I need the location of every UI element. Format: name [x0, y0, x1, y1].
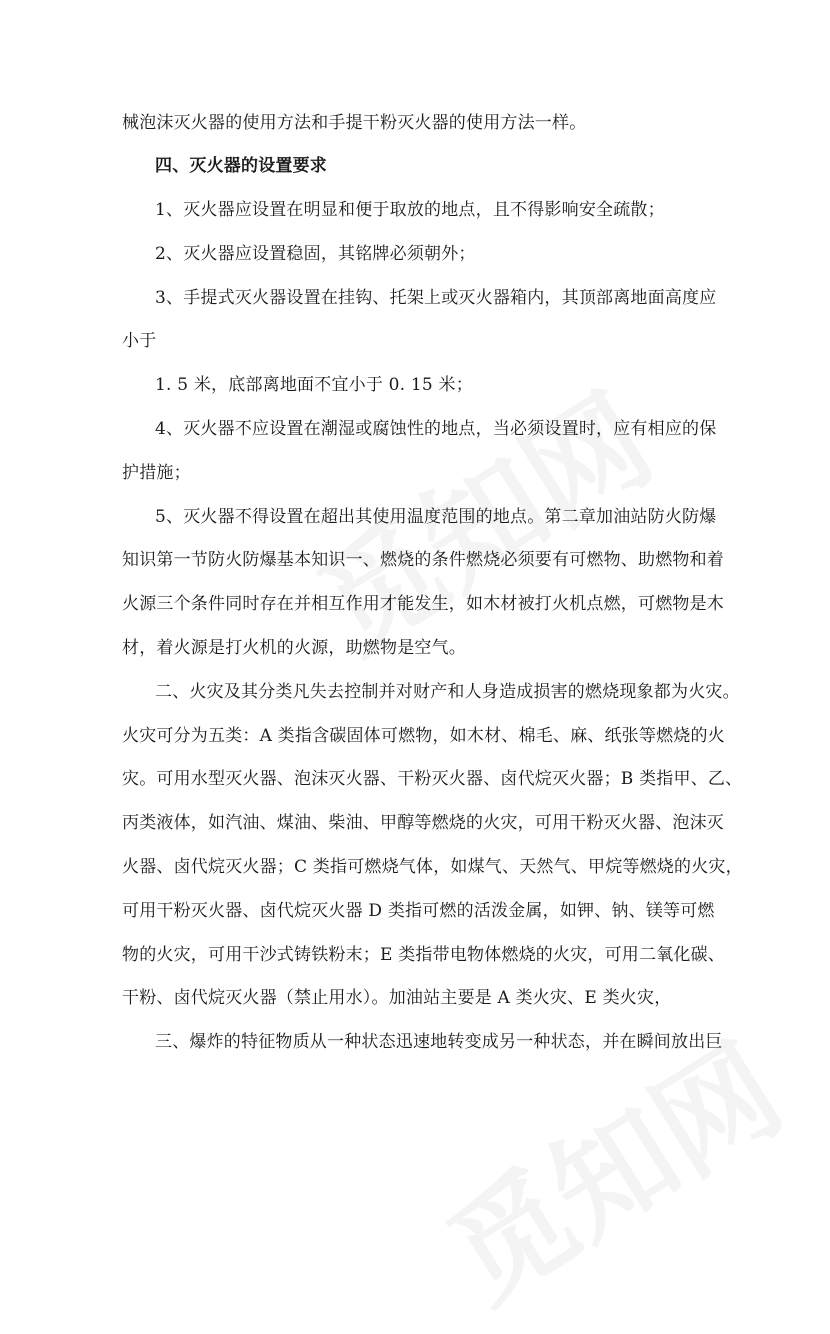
text-line: 可用干粉灭火器、卤代烷灭火器 D 类指可燃的活泼金属，如钾、钠、镁等可燃 [122, 901, 715, 921]
list-item: 2、灭火器应设置稳固，其铭牌必须朝外； [155, 244, 476, 264]
paragraph-start: 二、火灾及其分类凡失去控制并对财产和人身造成损害的燃烧现象都为火灾。 [155, 682, 740, 702]
text-line: 护措施； [122, 463, 191, 483]
text-line: 灾。可用水型灭火器、泡沫灭火器、干粉灭火器、卤代烷灭火器；B 类指甲、乙、 [122, 769, 743, 789]
paragraph-start: 三、爆炸的特征物质从一种状态迅速地转变成另一种状态，并在瞬间放出巨 [155, 1032, 723, 1052]
text-line: 知识第一节防火防爆基本知识一、燃烧的条件燃烧必须要有可燃物、助燃物和着 [122, 550, 724, 570]
text-line: 小于 [122, 331, 157, 351]
list-item: 3、手提式灭火器设置在挂钩、托架上或灭火器箱内，其顶部离地面高度应 [155, 288, 717, 308]
text-line: 干粉、卤代烷灭火器（禁止用水）。加油站主要是 A 类火灾、E 类火灾， [122, 988, 672, 1008]
text-line: 物的火灾，可用干沙式铸铁粉末；E 类指带电物体燃烧的火灾，可用二氧化碳、 [122, 945, 726, 965]
text-line: 丙类液体，如汽油、煤油、柴油、甲醇等燃烧的火灾，可用干粉灭火器、泡沫灭 [122, 813, 724, 833]
text-line: 材，着火源是打火机的火源，助燃物是空气。 [122, 638, 466, 658]
list-item: 4、灭火器不应设置在潮湿或腐蚀性的地点，当必须设置时，应有相应的保 [155, 419, 717, 439]
text-line: 械泡沫灭火器的使用方法和手提干粉灭火器的使用方法一样。 [122, 113, 587, 133]
text-line: 火器、卤代烷灭火器；C 类指可燃烧气体，如煤气、天然气、甲烷等燃烧的火灾， [122, 857, 743, 877]
list-item: 5、灭火器不得设置在超出其使用温度范围的地点。第二章加油站防火防爆 [155, 507, 717, 527]
text-line: 火灾可分为五类：A 类指含碳固体可燃物，如木材、棉毛、麻、纸张等燃烧的火 [122, 726, 725, 746]
text-line: 火源三个条件同时存在并相互作用才能发生，如木材被打火机点燃，可燃物是木 [122, 594, 724, 614]
section-heading: 四、灭火器的设置要求 [155, 156, 327, 176]
list-item: 1、灭火器应设置在明显和便于取放的地点，且不得影响安全疏散； [155, 200, 665, 220]
text-line: 1. 5 米，底部离地面不宜小于 0. 15 米； [155, 375, 473, 395]
